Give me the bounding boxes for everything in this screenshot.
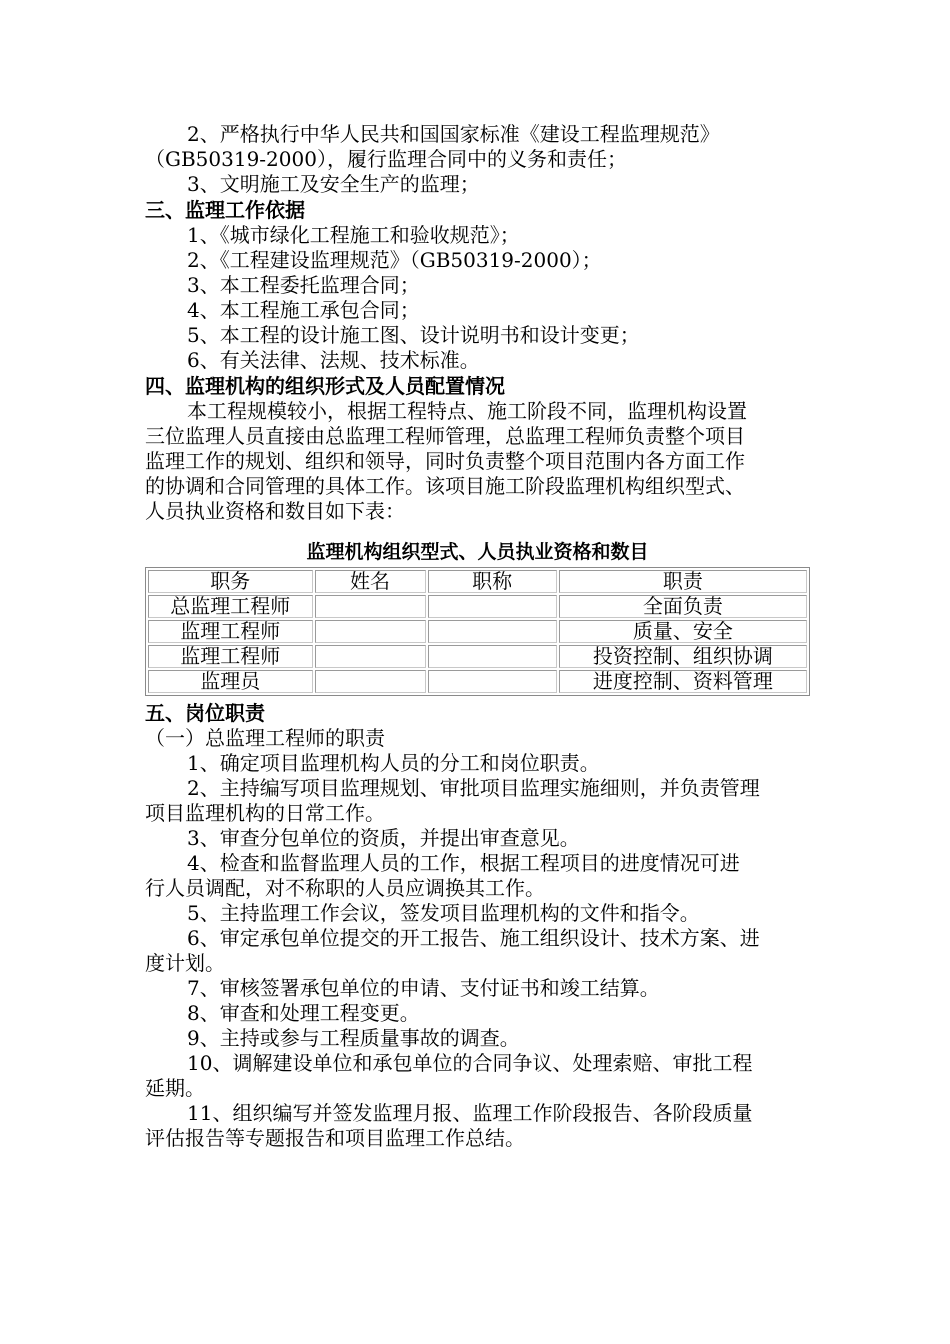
table-row bbox=[148, 595, 807, 618]
duty-item-continued: 项目监理机构的日常工作。 bbox=[145, 801, 385, 825]
duty-item-continued: 延期。 bbox=[145, 1076, 205, 1100]
duty-item: 7、审核签署承包单位的申请、支付证书和竣工结算。 bbox=[187, 976, 660, 1000]
header-title: 职称 bbox=[428, 570, 557, 593]
duty-item-continued: 度计划。 bbox=[145, 951, 225, 975]
header-name: 姓名 bbox=[315, 570, 426, 593]
list-item: 1、《城市绿化工程施工和验收规范》； bbox=[187, 223, 520, 247]
document-page bbox=[145, 122, 810, 1151]
paragraph-line: 三位监理人员直接由总监理工程师管理，总监理工程师负责整个项目 bbox=[145, 424, 745, 448]
subsection-heading: （一）总监理工程师的职责 bbox=[145, 726, 385, 750]
duty-item: 11、组织编写并签发监理月报、监理工作阶段报告、各阶段质量 bbox=[187, 1101, 753, 1125]
section-heading-organization: 四、监理机构的组织形式及人员配置情况 bbox=[145, 374, 505, 398]
table-row bbox=[148, 645, 807, 668]
header-duty: 职责 bbox=[559, 570, 807, 593]
cell-duty: 全面负责 bbox=[559, 595, 807, 618]
cell-name bbox=[315, 645, 426, 668]
list-item: 4、本工程施工承包合同； bbox=[187, 298, 420, 322]
paragraph-line: 监理工作的规划、组织和领导，同时负责整个项目范围内各方面工作 bbox=[145, 449, 745, 473]
duty-item: 5、主持监理工作会议，签发项目监理机构的文件和指令。 bbox=[187, 901, 700, 925]
cell-position: 监理工程师 bbox=[148, 620, 313, 643]
duty-item: 10、调解建设单位和承包单位的合同争议、处理索赔、审批工程 bbox=[187, 1051, 753, 1075]
list-item: 6、有关法律、法规、技术标准。 bbox=[187, 348, 480, 372]
paragraph-line: 人员执业资格和数目如下表： bbox=[145, 499, 405, 523]
duty-item: 3、审查分包单位的资质，并提出审查意见。 bbox=[187, 826, 580, 850]
cell-duty: 进度控制、资料管理 bbox=[559, 670, 807, 693]
table-row bbox=[148, 620, 807, 643]
cell-position: 总监理工程师 bbox=[148, 595, 313, 618]
duty-item: 1、确定项目监理机构人员的分工和岗位职责。 bbox=[187, 751, 600, 775]
cell-title bbox=[428, 670, 557, 693]
duty-item: 4、检查和监督监理人员的工作，根据工程项目的进度情况可进 bbox=[187, 851, 740, 875]
header-position: 职务 bbox=[148, 570, 313, 593]
cell-duty: 投资控制、组织协调 bbox=[559, 645, 807, 668]
cell-name bbox=[315, 595, 426, 618]
list-item: 2、《工程建设监理规范》（GB50319-2000）； bbox=[187, 248, 602, 272]
cell-name bbox=[315, 620, 426, 643]
table-caption: 监理机构组织型式、人员执业资格和数目 bbox=[306, 541, 649, 563]
duty-item-continued: 评估报告等专题报告和项目监理工作总结。 bbox=[145, 1126, 525, 1150]
body-line: 2、严格执行中华人民共和国国家标准《建设工程监理规范》 bbox=[187, 122, 720, 146]
list-item: 3、本工程委托监理合同； bbox=[187, 273, 420, 297]
section-heading-duties: 五、岗位职责 bbox=[145, 701, 265, 725]
cell-title bbox=[428, 595, 557, 618]
paragraph-line: 的协调和合同管理的具体工作。该项目施工阶段监理机构组织型式、 bbox=[145, 474, 745, 498]
table-row bbox=[148, 670, 807, 693]
cell-duty: 质量、安全 bbox=[559, 620, 807, 643]
section-heading-basis: 三、监理工作依据 bbox=[145, 198, 305, 222]
staff-table bbox=[145, 567, 810, 696]
cell-name bbox=[315, 670, 426, 693]
duty-item: 9、主持或参与工程质量事故的调查。 bbox=[187, 1026, 520, 1050]
cell-position: 监理工程师 bbox=[148, 645, 313, 668]
duty-item-continued: 行人员调配，对不称职的人员应调换其工作。 bbox=[145, 876, 545, 900]
table-header-row bbox=[148, 570, 807, 593]
duty-item: 8、审查和处理工程变更。 bbox=[187, 1001, 420, 1025]
list-item: 5、本工程的设计施工图、设计说明书和设计变更； bbox=[187, 323, 640, 347]
body-line: 3、文明施工及安全生产的监理； bbox=[187, 172, 480, 196]
duty-item: 2、主持编写项目监理规划、审批项目监理实施细则，并负责管理 bbox=[187, 776, 760, 800]
cell-title bbox=[428, 620, 557, 643]
duty-item: 6、审定承包单位提交的开工报告、施工组织设计、技术方案、进 bbox=[187, 926, 760, 950]
body-line: （GB50319-2000），履行监理合同中的义务和责任； bbox=[145, 147, 627, 171]
cell-title bbox=[428, 645, 557, 668]
paragraph-line: 本工程规模较小，根据工程特点、施工阶段不同，监理机构设置 bbox=[187, 399, 747, 423]
cell-position: 监理员 bbox=[148, 670, 313, 693]
